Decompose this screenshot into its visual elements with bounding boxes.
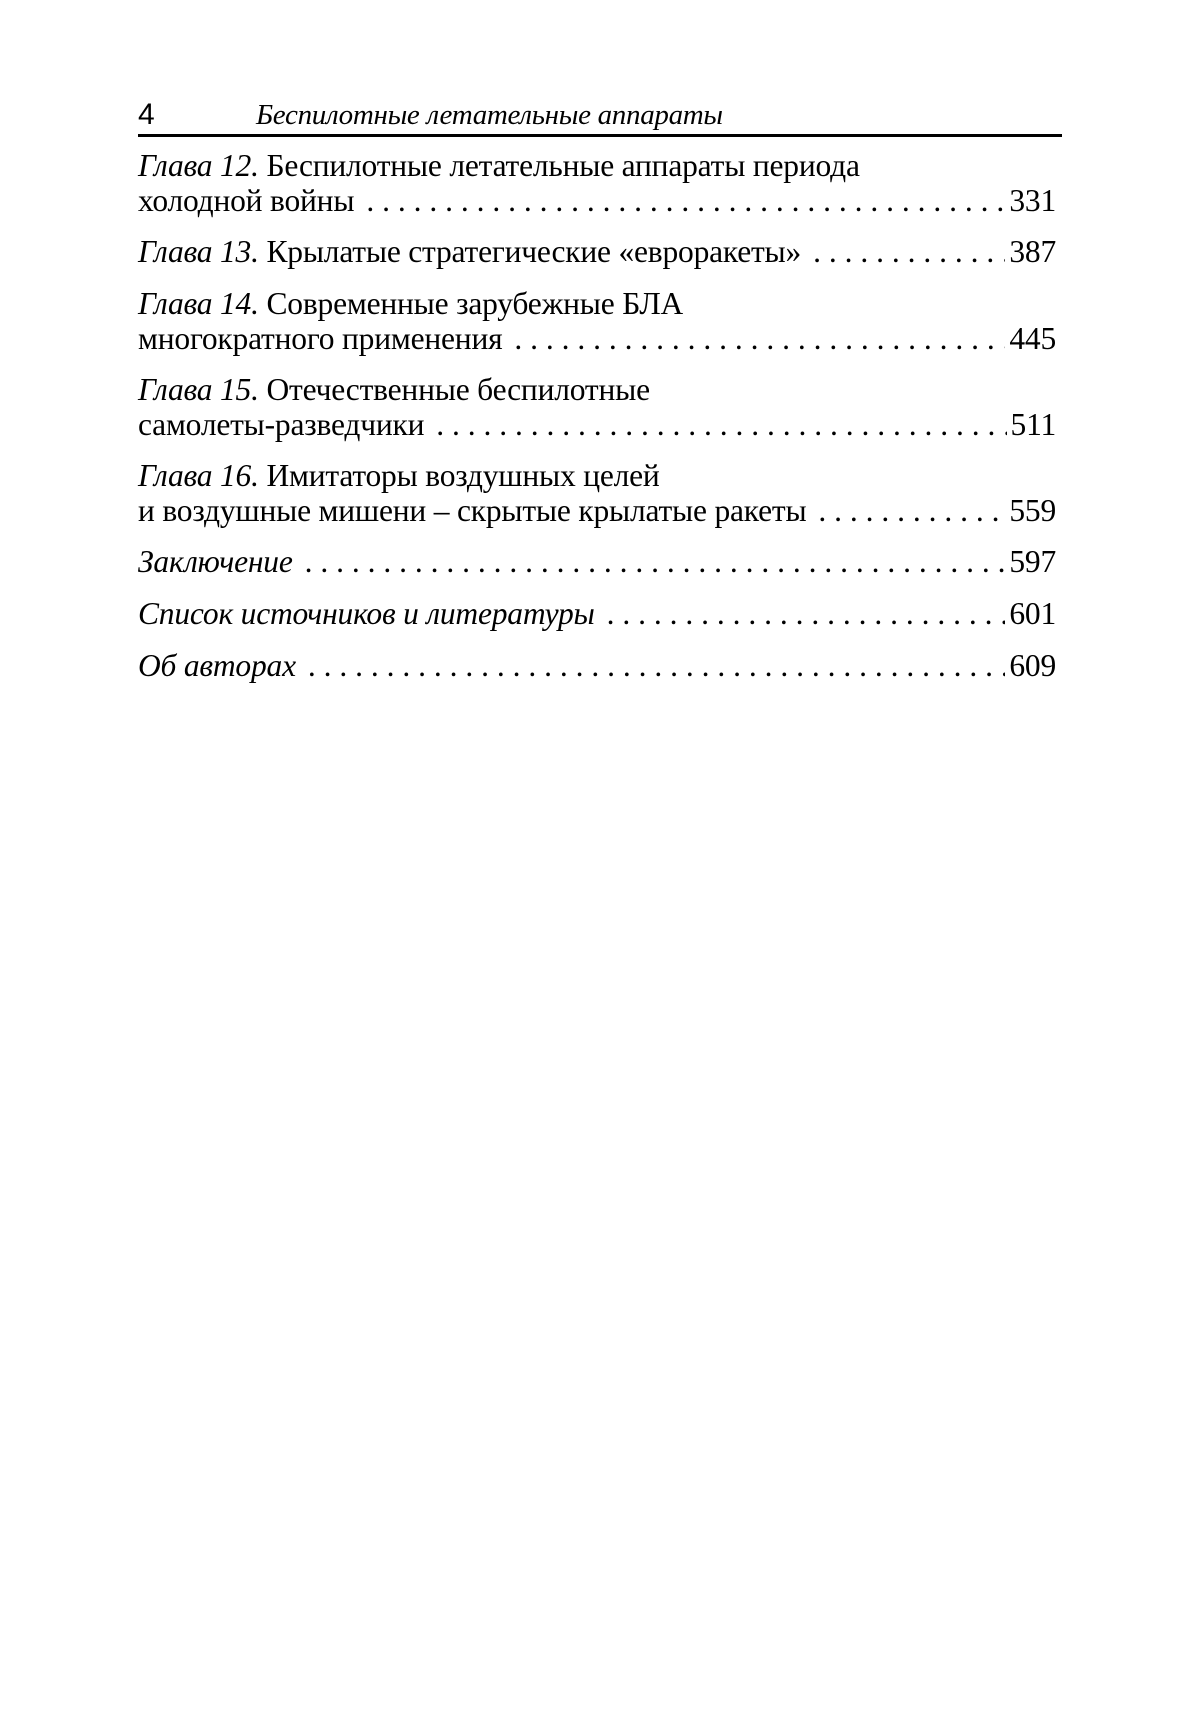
dot-leader bbox=[607, 596, 1006, 631]
toc-entry-chapter-12[interactable] bbox=[138, 148, 1056, 218]
page-ref: 511 bbox=[1010, 407, 1056, 442]
toc-entry-second-line bbox=[138, 321, 1056, 356]
section-title: Об авторах bbox=[138, 648, 296, 683]
page-ref: 387 bbox=[1009, 234, 1056, 269]
running-head bbox=[138, 96, 1062, 137]
page-ref: 445 bbox=[1009, 321, 1056, 356]
chapter-title: Современные зарубежные БЛА bbox=[266, 286, 684, 321]
chapter-label: Глава 13 bbox=[138, 234, 252, 269]
toc-entry-conclusion[interactable] bbox=[138, 544, 1056, 579]
toc-entry-line bbox=[138, 648, 1056, 683]
chapter-title-continued: холодной войны bbox=[138, 183, 355, 218]
toc-entry-first-line: Глава 12. Беспилотные летательные аппараты периода bbox=[138, 148, 860, 183]
chapter-label: Глава 15 bbox=[138, 372, 252, 407]
page-ref: 609 bbox=[1009, 648, 1056, 683]
toc-entry-line: Глава 13 . Крылатые стратегические «евроракеты» . . . 387 bbox=[138, 234, 1056, 269]
toc-entry-first-line: Глава 15. Отечественные беспилотные bbox=[138, 372, 650, 407]
dot-leader bbox=[514, 321, 1005, 356]
chapter-title-continued: и воздушные мишени – скрытые крылатые ракеты bbox=[138, 493, 807, 528]
toc-entry-chapter-16[interactable] bbox=[138, 458, 1056, 528]
dot-leader bbox=[308, 648, 1005, 683]
chapter-label: Глава 14 bbox=[138, 286, 252, 321]
toc-entry-chapter-15[interactable] bbox=[138, 372, 1056, 442]
toc-entry-line bbox=[138, 596, 1056, 631]
dot-leader bbox=[813, 234, 1005, 269]
section-title: Список источников и литературы bbox=[138, 596, 595, 631]
section-title: Заключение bbox=[138, 544, 293, 579]
chapter-title-continued: многократного применения bbox=[138, 321, 503, 356]
toc-entry-bibliography[interactable] bbox=[138, 596, 1056, 631]
page-ref: 597 bbox=[1009, 544, 1056, 579]
dot-leader bbox=[818, 493, 1005, 528]
dot-leader bbox=[305, 544, 1006, 579]
chapter-title: Беспилотные летательные аппараты периода bbox=[266, 148, 860, 183]
toc-entry-line bbox=[138, 544, 1056, 579]
chapter-title-continued: самолеты-разведчики bbox=[138, 407, 425, 442]
chapter-title: Имитаторы воздушных целей bbox=[266, 458, 660, 493]
toc-entry-about-authors[interactable] bbox=[138, 648, 1056, 683]
toc-entry-second-line bbox=[138, 493, 1056, 528]
page-ref: 559 bbox=[1009, 493, 1056, 528]
chapter-label: Глава 12 bbox=[138, 148, 252, 183]
dot-leader bbox=[436, 407, 1006, 442]
chapter-title: Отечественные беспилотные bbox=[266, 372, 650, 407]
toc-entry-second-line bbox=[138, 407, 1056, 442]
page-number: 4 bbox=[138, 98, 155, 131]
toc-entry-first-line: Глава 16. Имитаторы воздушных целей bbox=[138, 458, 660, 493]
toc-entry-first-line: Глава 14. Современные зарубежные БЛА bbox=[138, 286, 684, 321]
toc-entry-chapter-14[interactable] bbox=[138, 286, 1056, 356]
chapter-label: Глава 16 bbox=[138, 458, 252, 493]
table-of-contents bbox=[138, 148, 1056, 700]
toc-entry-second-line bbox=[138, 183, 1056, 218]
page-ref: 601 bbox=[1009, 596, 1056, 631]
book-title: Беспилотные летательные аппараты bbox=[256, 99, 723, 131]
chapter-title: Крылатые стратегические «евроракеты» bbox=[266, 234, 802, 269]
toc-entry-chapter-13[interactable] bbox=[138, 234, 1056, 269]
page-ref: 331 bbox=[1009, 183, 1056, 218]
dot-leader bbox=[366, 183, 1005, 218]
